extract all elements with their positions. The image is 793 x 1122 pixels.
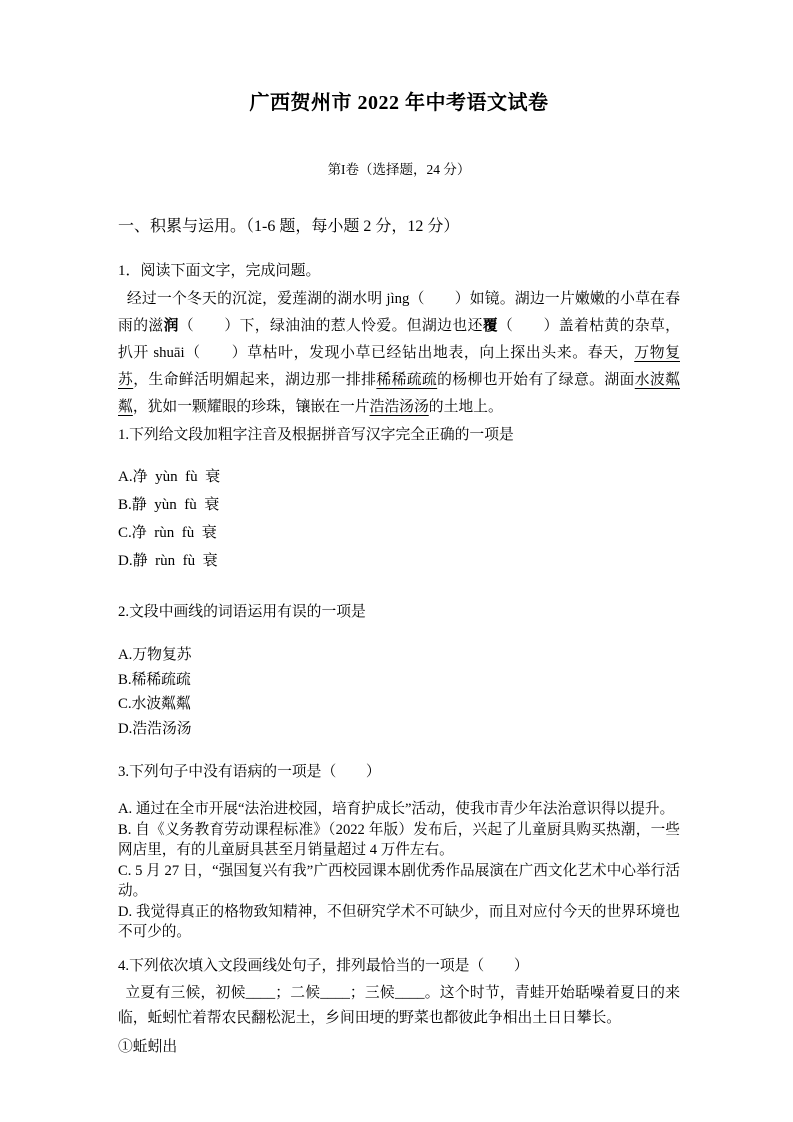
passage-bold-char-fu: 覆 bbox=[482, 318, 498, 334]
q4-sentence-1: ①蚯蚓出 bbox=[118, 1038, 178, 1055]
q2-option-c: C.水波粼粼 bbox=[118, 696, 191, 712]
passage-segment: ，犹如一颗耀眼的珍珠，镶嵌在一片 bbox=[132, 399, 370, 415]
passage-segment: （ ）下，绿油油的惹人怜爱。但湖边也还 bbox=[178, 318, 483, 334]
q3-option-a: A. 通过在全市开展“法治进校园，培育护成长”活动，使我市青少年法治意识得以提升。 bbox=[118, 801, 675, 817]
q2-option-d: D.浩浩汤汤 bbox=[118, 720, 192, 737]
passage-underlined-word-2: 稀稀疏疏 bbox=[376, 372, 438, 388]
q1-stem: 1.下列给文段加粗字注音及根据拼音写汉字完全正确的一项是 bbox=[118, 427, 514, 443]
q1-options bbox=[118, 463, 680, 575]
passage-segment: 的土地上。 bbox=[428, 399, 503, 415]
q4-stem: 4.下列依次填入文段画线处句子，排列最恰当的一项是（ ） bbox=[118, 957, 529, 974]
q2-option-a: A.万物复苏 bbox=[118, 647, 192, 663]
q1-option-a: A.净 yùn fù 衰 bbox=[118, 469, 221, 485]
reading-passage bbox=[118, 286, 680, 421]
passage-segment: 的杨柳也开始有了绿意。湖面 bbox=[437, 372, 635, 388]
section-heading: 一、积累与运用。（1-6 题，每小题 2 分，12 分） bbox=[118, 218, 460, 235]
part-heading: 第I卷（选择题，24 分） bbox=[327, 162, 471, 177]
q1-intro: 1．阅读下面文字，完成问题。 bbox=[118, 263, 321, 279]
q3-options bbox=[118, 799, 680, 943]
q3-option-b: B. 自《义务教育劳动课程标准》（2022 年版）发布后，兴起了儿童厨具购买热潮，一些网店里，有的儿童厨具甚至月销量超过 4 万件左右。 bbox=[118, 821, 680, 858]
q2-stem: 2.文段中画线的词语运用有误的一项是 bbox=[118, 604, 366, 620]
q3-option-d: D. 我觉得真正的格物致知精神，不但研究学术不可缺少，而且对应付今天的世界环境也不可少的。 bbox=[118, 903, 680, 940]
q1-option-c: C.净 rùn fù 衰 bbox=[118, 525, 217, 541]
q1-option-b: B.静 yùn fù 衰 bbox=[118, 497, 220, 513]
q2-options bbox=[118, 643, 680, 741]
q2-option-b: B.稀稀疏疏 bbox=[118, 671, 191, 688]
q3-option-c: C. 5 月 27 日，“强国复兴有我”广西校园课本剧优秀作品展演在广西文化艺术中心举行活动。 bbox=[118, 862, 680, 899]
passage-segment: （ ）盖着枯黄的杂草，扒开 shuāi（ ）草枯叶，发现小草已经钻出地表，向上探出头来。春天， bbox=[118, 318, 680, 361]
passage-segment: 经过一个冬天的沉淀，爱莲湖的湖水明 jìng（ ）如镜。湖边一片嫩嫩的小草在春雨的滋 bbox=[118, 291, 680, 334]
passage-underlined-word-4: 浩浩汤汤 bbox=[369, 399, 429, 415]
q1-option-d: D.静 rùn fù 衰 bbox=[118, 553, 218, 569]
q3-stem: 3.下列句子中没有语病的一项是（ ） bbox=[118, 764, 381, 780]
q4-passage: 立夏有三候，初候____；二候____；三候____。这个时节，青蛙开始聒噪着夏日的来临，蚯蚓忙着帮农民翻松泥土，乡间田埂的野菜也都彼此争相出土日日攀长。 bbox=[118, 984, 680, 1026]
exam-title: 广西贺州市 2022 年中考语文试卷 bbox=[249, 92, 549, 114]
passage-segment: ，生命鲜活明媚起来，湖边那一排排 bbox=[133, 372, 377, 388]
passage-bold-char-run: 润 bbox=[163, 318, 179, 334]
passage-underlined-word-3: 水波粼粼 bbox=[118, 372, 680, 415]
passage-underlined-word-1: 万物复苏 bbox=[118, 345, 680, 388]
